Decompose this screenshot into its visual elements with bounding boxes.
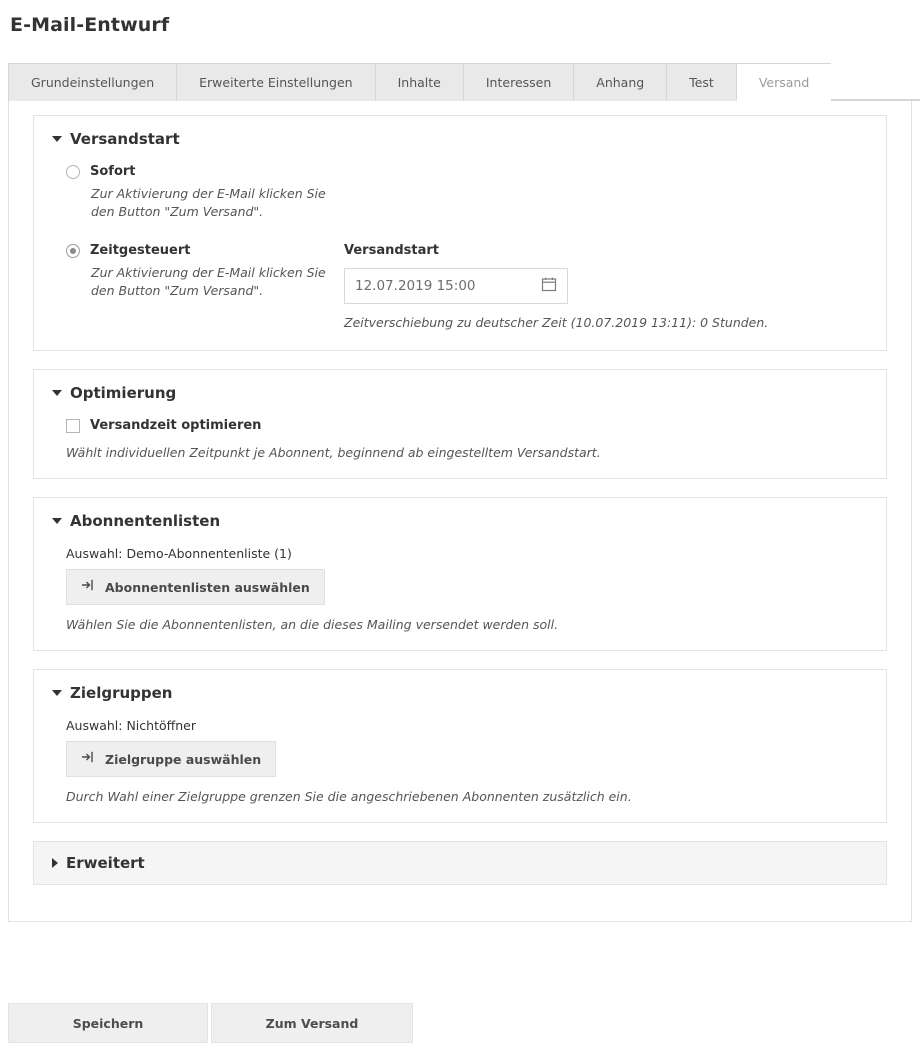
zielgruppe-button-label: Zielgruppe auswählen [105, 751, 262, 767]
radio-sofort[interactable] [66, 165, 80, 179]
legend-abonnentenlisten-label: Abonnentenlisten [70, 512, 221, 531]
section-optimierung [33, 369, 887, 479]
tab-interessen[interactable]: Interessen [463, 63, 573, 101]
legend-zielgruppen-label: Zielgruppen [70, 684, 173, 703]
save-button[interactable]: Speichern [8, 1003, 208, 1043]
section-abonnentenlisten [33, 497, 887, 651]
hint-sofort: Zur Aktivierung der E-Mail klicken Sie den Button "Zum Versand". [91, 186, 326, 220]
calendar-icon[interactable] [541, 276, 557, 296]
radio-zeitgesteuert[interactable] [66, 244, 80, 258]
caret-down-icon [52, 690, 62, 696]
radio-sofort-label: Sofort [90, 164, 136, 179]
caret-right-icon [52, 858, 58, 868]
legend-versandstart[interactable] [52, 130, 868, 148]
legend-erweitert-label: Erweitert [66, 854, 145, 873]
footer-actions [8, 1003, 413, 1043]
section-versandstart [33, 115, 887, 351]
tab-bar [8, 63, 920, 101]
caret-down-icon [52, 518, 62, 524]
checkbox-row-versandzeit[interactable] [66, 418, 868, 433]
legend-versandstart-label: Versandstart [70, 130, 180, 148]
legend-optimierung-label: Optimierung [70, 384, 177, 403]
versandstart-date-value[interactable]: 12.07.2019 15:00 [355, 278, 476, 295]
tab-anhang[interactable]: Anhang [573, 63, 666, 101]
caret-down-icon [52, 136, 62, 142]
timeshift-note: Zeitverschiebung zu deutscher Zeit (10.07.2019 13:11): 0 Stunden. [344, 315, 769, 331]
tab-test[interactable]: Test [666, 63, 736, 101]
tab-versand[interactable]: Versand [736, 63, 831, 101]
legend-optimierung[interactable] [52, 384, 868, 402]
checkbox-versandzeit-label: Versandzeit optimieren [90, 418, 262, 434]
tab-erweiterte-einstellungen[interactable]: Erweiterte Einstellungen [176, 63, 374, 101]
page-title: E-Mail-Entwurf [10, 14, 170, 36]
zielgruppen-selection: Auswahl: Nichtöffner [66, 718, 196, 734]
zielgruppe-auswaehlen-button[interactable] [66, 741, 276, 777]
caret-down-icon [52, 390, 62, 396]
hint-abonnentenlisten: Wählen Sie die Abonnentenlisten, an die dieses Mailing versendet werden soll. [66, 617, 559, 633]
abonnentenlisten-selection: Auswahl: Demo-Abonnentenliste (1) [66, 546, 292, 562]
radio-zeitgesteuert-label: Zeitgesteuert [90, 243, 191, 259]
legend-abonnentenlisten[interactable] [52, 512, 868, 530]
zum-versand-button[interactable]: Zum Versand [211, 1003, 413, 1043]
legend-zielgruppen[interactable] [52, 684, 868, 702]
tab-inhalte[interactable]: Inhalte [375, 63, 463, 101]
tab-grundeinstellungen[interactable]: Grundeinstellungen [8, 63, 176, 101]
radio-row-sofort[interactable] [66, 164, 868, 179]
legend-erweitert[interactable] [52, 854, 868, 872]
tab-filler [831, 63, 920, 100]
zeitgesteuert-column [52, 243, 332, 332]
abonnentenlisten-auswaehlen-button[interactable] [66, 569, 325, 605]
versandstart-date-column [332, 243, 868, 332]
radio-row-zeitgesteuert[interactable] [66, 243, 332, 258]
hint-optimierung: Wählt individuellen Zeitpunkt je Abonnent, beginnend ab eingestelltem Versandstart. [66, 445, 601, 461]
select-arrow-icon [81, 750, 95, 768]
versand-panel [8, 101, 912, 922]
hint-zielgruppen: Durch Wahl einer Zielgruppe grenzen Sie die angeschriebenen Abonnenten zusätzlich ein. [66, 789, 632, 805]
select-arrow-icon [81, 578, 95, 596]
section-zielgruppen [33, 669, 887, 823]
hint-zeitgesteuert: Zur Aktivierung der E-Mail klicken Sie den Button "Zum Versand". [91, 265, 326, 299]
abonnentenlisten-button-label: Abonnentenlisten auswählen [105, 579, 310, 595]
checkbox-versandzeit-optimieren[interactable] [66, 419, 80, 433]
versandstart-date-input[interactable] [344, 268, 568, 304]
section-erweitert[interactable] [33, 841, 887, 885]
versandstart-date-label: Versandstart [344, 243, 439, 259]
